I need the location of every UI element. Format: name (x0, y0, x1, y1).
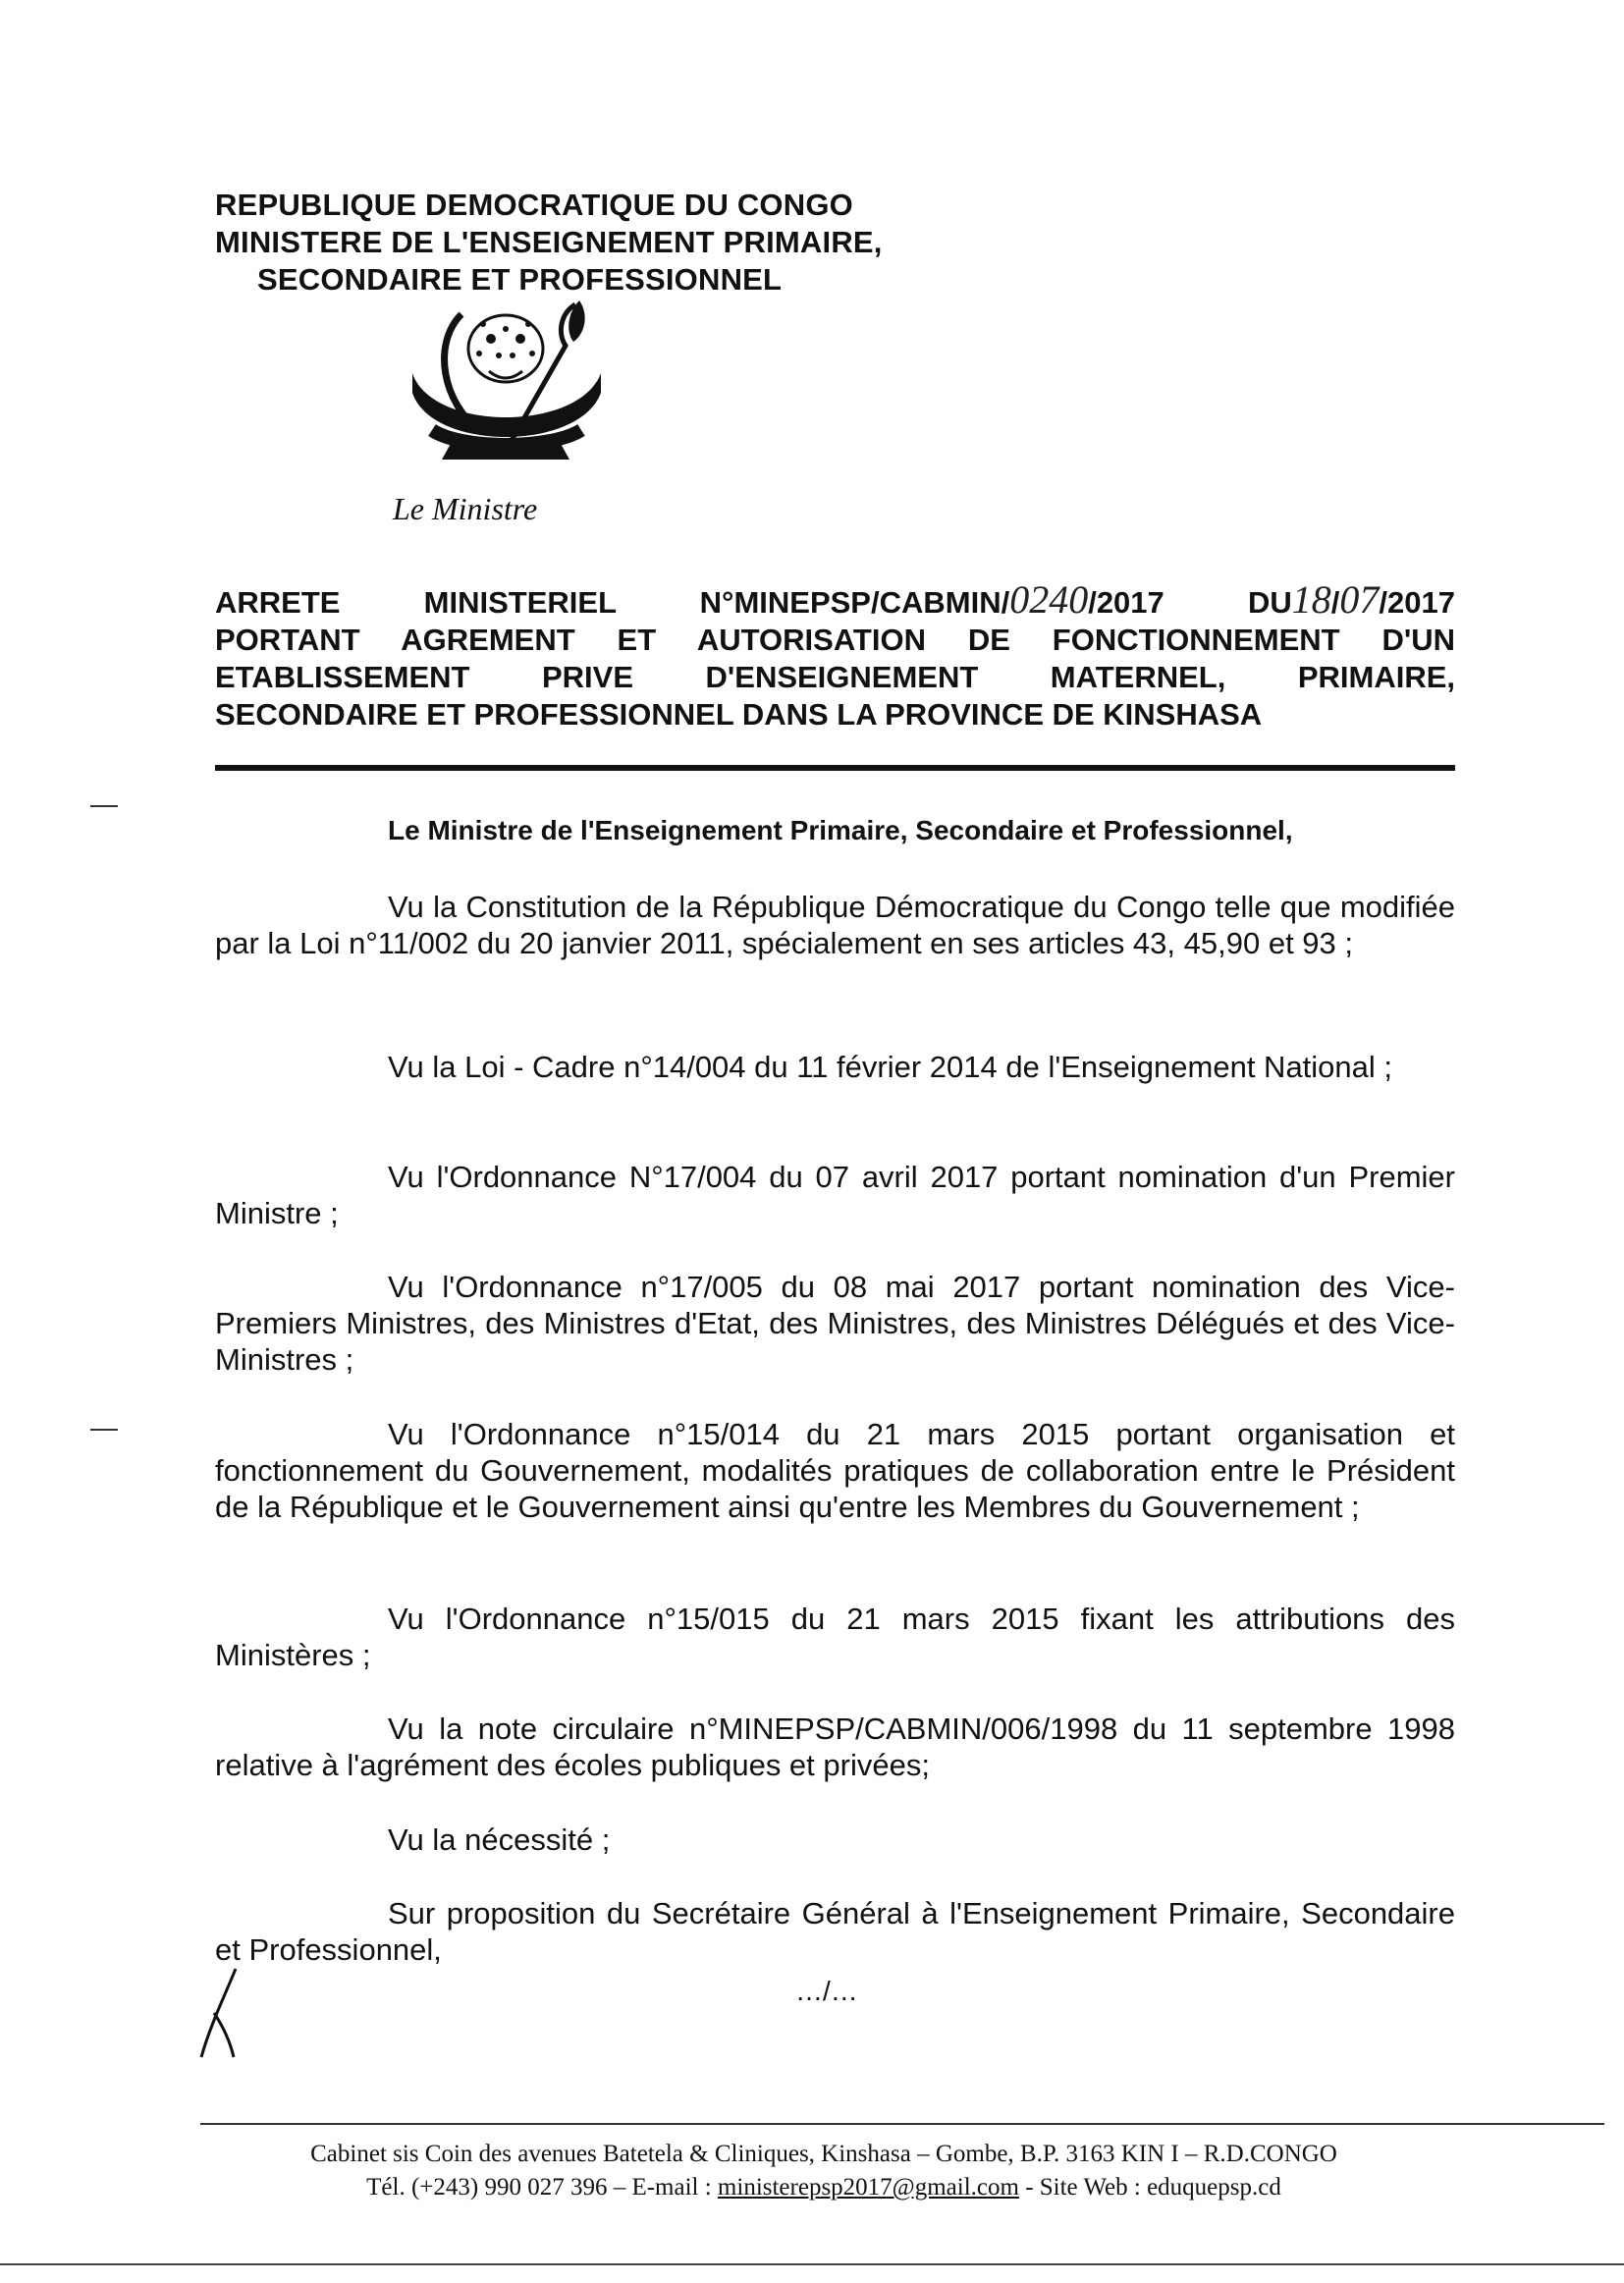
ref-year: /2017 (1088, 585, 1164, 620)
footer-email-link[interactable]: ministerepsp2017@gmail.com (717, 2174, 1019, 2201)
footer-contact (200, 2172, 1447, 2202)
consideration-paragraph: Vu l'Ordonnance N°17/004 du 07 avril 2017 portant nomination d'un Premier Ministre ; (215, 1160, 1455, 1230)
footer-address: Cabinet sis Coin des avenues Batetela & Cliniques, Kinshasa – Gombe, B.P. 3163 KIN I – R.D.CONGO (310, 2141, 1337, 2167)
margin-mark (90, 1429, 118, 1431)
ref-prefix: ARRETE MINISTERIEL N°MINEPSP/CABMIN/ (215, 585, 1010, 620)
consideration-paragraph: Vu la Loi - Cadre n°14/004 du 11 février 2014 de l'Enseignement National ; (388, 1050, 1393, 1084)
title-line-4: SECONDAIRE ET PROFESSIONNEL DANS LA PROVINCE DE KINSHASA (215, 697, 1263, 732)
consideration-paragraph: Vu la nécessité ; (388, 1822, 611, 1857)
ref-year2: /2017 (1379, 585, 1455, 620)
handwritten-initial (187, 1964, 255, 2062)
footer-site: - Site Web : eduquepsp.cd (1018, 2174, 1281, 2201)
margin-mark (90, 805, 118, 807)
header-ministry: MINISTERE DE L'ENSEIGNEMENT PRIMAIRE, (215, 225, 883, 259)
footer-divider (200, 2123, 1604, 2125)
intro-line: Le Ministre de l'Enseignement Primaire, Secondaire et Professionnel, (388, 815, 1293, 845)
consideration-paragraph: Vu l'Ordonnance n°15/014 du 21 mars 2015 portant organisation et fonctionnement du Gouvernement, modalités pratiques de collaboration entre le Président de la République et le Gouvernement ainsi qu'entre les Membres du Gouvernement ; (215, 1417, 1455, 1524)
title-line-3: ETABLISSEMENT PRIVE D'ENSEIGNEMENT MATERNEL, PRIMAIRE, (215, 660, 1455, 694)
page-bottom-line (0, 2263, 1624, 2265)
decree-title (215, 577, 1455, 734)
footer-tel: Tél. (+243) 990 027 396 – E-mail : (366, 2174, 718, 2201)
consideration-paragraph: Vu la note circulaire n°MINEPSP/CABMIN/006/1998 du 11 septembre 1998 relative à l'agrément des écoles publiques et privées; (215, 1712, 1455, 1782)
consideration-paragraph: Vu l'Ordonnance n°17/005 du 08 mai 2017 portant nomination des Vice-Premiers Ministres, des Ministres d'Etat, des Ministres, des Ministres Délégués et des Vice-Ministres ; (215, 1270, 1455, 1377)
handwritten-month: 07 (1339, 577, 1380, 622)
handwritten-day: 18 (1291, 577, 1331, 622)
ref-sep: / (1330, 585, 1340, 620)
title-line-2: PORTANT AGREMENT ET AUTORISATION DE FONCTIONNEMENT D'UN (215, 623, 1455, 657)
page-continuation: …/… (795, 1976, 858, 2006)
consideration-paragraph: Vu la Constitution de la République Démocratique du Congo telle que modifiée par la Loi n°11/002 du 20 janvier 2011, spécialement en ses articles 43, 45,90 et 93 ; (215, 890, 1455, 960)
title-divider (215, 765, 1455, 771)
signatory-title: Le Ministre (393, 491, 538, 526)
coat-of-arms-emblem (393, 295, 619, 466)
header-country: REPUBLIQUE DEMOCRATIQUE DU CONGO (215, 188, 853, 222)
consideration-paragraph: Vu l'Ordonnance n°15/015 du 21 mars 2015 fixant les attributions des Ministères ; (215, 1602, 1455, 1672)
consideration-paragraph: Sur proposition du Secrétaire Général à l'Enseignement Primaire, Secondaire et Professionnel, (215, 1896, 1455, 1967)
ref-du: DU (1248, 585, 1292, 620)
header-ministry-cont: SECONDAIRE ET PROFESSIONNEL (257, 262, 783, 297)
handwritten-number: 0240 (1009, 577, 1089, 622)
decree-reference (215, 577, 1455, 622)
